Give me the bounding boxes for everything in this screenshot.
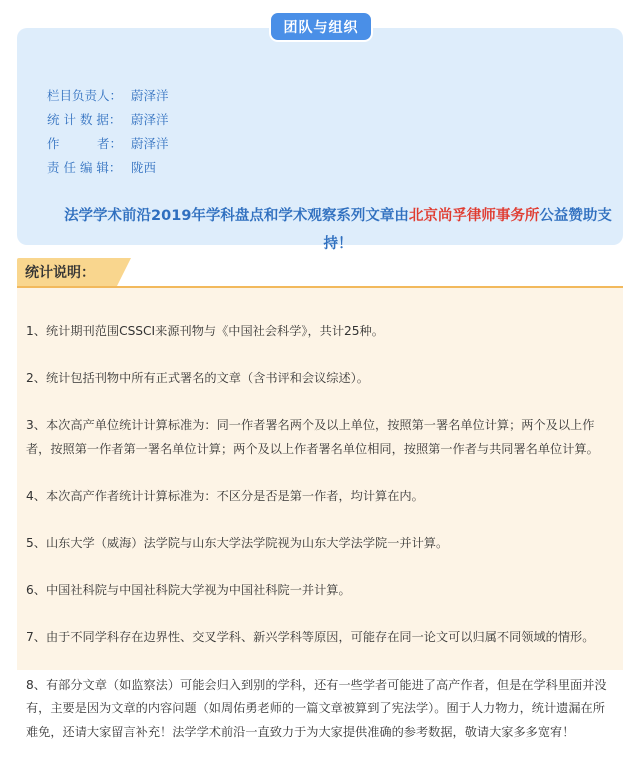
credit-label: 统 计 数 据：: [47, 112, 122, 127]
credit-label: 责 任 编 辑：: [47, 160, 122, 175]
team-card: [17, 28, 623, 252]
note-item-6: 6、中国社科院与中国社科院大学视为中国社科院一并计算。: [26, 583, 351, 598]
credit-value: 蔚泽洋: [131, 136, 169, 151]
team-header-badge: 团队与组织: [269, 11, 373, 42]
credits-list: [47, 83, 169, 179]
note-item-1: 1、统计期刊范围CSSCI来源刊物与《中国社会科学》，共计25种。: [26, 323, 384, 338]
notes-title-tab: 统计说明：: [17, 258, 117, 286]
note-item-2: 2、统计包括刊物中所有正式署名的文章（含书评和会议综述）。: [26, 370, 369, 385]
credit-row-column-lead: [47, 83, 169, 107]
notes-box: [17, 286, 623, 739]
sponsor-text-after: 公益赞助支持！: [323, 208, 612, 252]
credit-value: 蔚泽洋: [131, 112, 169, 127]
note-item-7: 7、由于不同学科存在边界性、交叉学科、新兴学科等原因，可能存在同一论文可以归属不同领域的情形。: [26, 630, 595, 645]
note-item-8: 8、有部分文章（如监察法）可能会归入到别的学科，还有一些学者可能进了高产作者，但是在学科里面并没有，主要是因为文章的内容问题（如周佑勇老师的一篇文章被算到了宪法学）。囿于人力物力，统计遗漏在所难免，还请大家留言补充！法学学术前沿一直致力于为大家提供准确的参考数据，敬请大家多多宽宥！: [26, 677, 607, 739]
notes-list: [26, 296, 614, 768]
credit-label: 作 者：: [47, 136, 123, 151]
note-item-4: 4、本次高产作者统计计算标准为：不区分是否是第一作者，均计算在内。: [26, 488, 424, 503]
note-item-5: 5、山东大学（威海）法学院与山东大学法学院视为山东大学法学院一并计算。: [26, 535, 449, 550]
credit-row-author: [47, 131, 169, 155]
credit-row-editor: [47, 155, 169, 179]
sponsor-firm-name: 北京尚孚律师事务所: [408, 208, 540, 224]
sponsor-text-before: 法学学术前沿2019年学科盘点和学术观察系列文章由: [64, 208, 409, 224]
credit-row-statistics: [47, 107, 169, 131]
credit-value: 陇西: [131, 160, 157, 175]
note-item-3: 3、本次高产单位统计计算标准为：同一作者署名两个及以上单位，按照第一署名单位计算；两个及以上作者，按照第一作者第一署名单位计算；两个及以上作者署名单位相同，按照第一作者与共同署名单位计算。: [26, 417, 599, 456]
credit-value: 蔚泽洋: [131, 88, 169, 103]
sponsor-statement: [55, 202, 621, 258]
credit-label: 栏目负责人：: [47, 88, 123, 103]
